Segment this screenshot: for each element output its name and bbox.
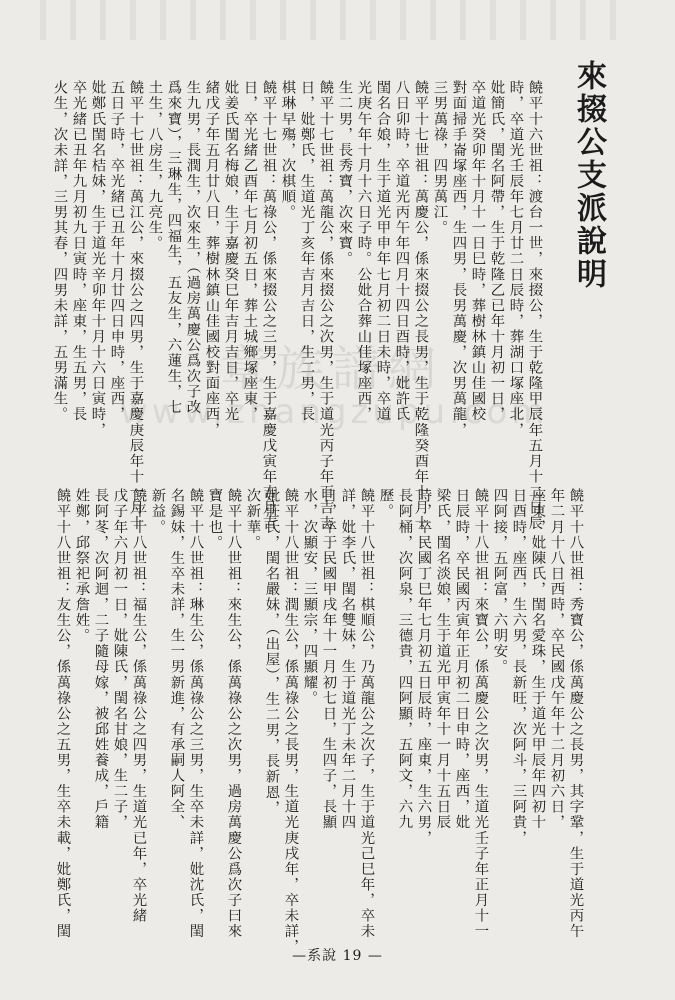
text-column: 時，卒道光壬辰年七月廿二日辰時，葬湖口塚座北， — [507, 80, 524, 438]
text-column: 饒平十七世祖：萬龍公，係來掇公之次男，生于道光丙子年百吉吉 — [317, 80, 334, 531]
text-column: 次新華。 — [244, 488, 261, 551]
text-column: 卒道光癸卯年十月十一日巳時，葬樹林鎮山佳國校 — [469, 80, 486, 423]
text-column: 火生，次未詳，三男其春，四男未詳，五男滿生。 — [51, 80, 68, 423]
text-column: 對面掃手崙塚座西，生四男，長男萬慶，次男萬龍， — [450, 80, 467, 438]
watermark-url: www.zhangzupu.com — [120, 392, 549, 432]
text-column: 卒光緒已丑年九月初九日寅時，座東，生五男，長 — [70, 80, 87, 423]
text-column: 饒平十八世祖：潤生公，係萬祿公之長男，生道光庚戌年，卒未詳， — [282, 488, 299, 955]
text-column: 日，妣鄭氏，生道光丁亥年吉月吉日，生二男，長 — [298, 80, 315, 423]
text-column: 時，卒民國丁巳年七月初五日辰時，座東，生六男， — [415, 488, 432, 846]
text-column: 光庚午年十月十六日子時。公妣合葬山佳塚座西， — [355, 80, 372, 423]
text-column: 姓鄭，邱祭祀承詹姓。 — [73, 488, 90, 644]
text-column: 饒平十七世祖：萬祿公，係來掇公之三男，生于嘉慶戊寅年吉月吉 — [260, 80, 277, 531]
text-column: 日辰時，卒民國丙寅年正月初二日申時，座西，妣 — [453, 488, 470, 831]
text-column: 座東，妣陳氏，閨名愛珠，生于道光甲辰年四初十 — [529, 488, 546, 831]
text-column: 戊子年六月初一日，妣陳氏，閨名甘娘，生二子， — [111, 488, 128, 831]
text-column: 五日子時，卒光緒已丑年十月廿四日申時，座西， — [108, 80, 125, 423]
section-title: 來掇公支派說明 — [571, 60, 606, 291]
text-column: 饒平十七世祖：萬江公，來掇公之四男，生于嘉慶庚辰年十一月十 — [127, 80, 144, 531]
text-column: 詳，妣李氏，閨名雙妹，生于道光丁未年二月十四 — [339, 488, 356, 831]
text-column: 妣姜氏閨名梅娘，生于嘉慶癸巳年吉月吉日，卒光 — [222, 80, 239, 423]
text-column: 寶是也。 — [206, 488, 223, 551]
text-column: 水，次顯安，三顯宗，四顯耀。 — [301, 488, 318, 706]
text-column: 饒平十八世祖：棋順公，乃萬龍公之次子，生于道光己巳年，卒未 — [358, 488, 375, 939]
text-column: 生二男，長秀寶，次來寶。 — [336, 80, 353, 267]
text-column: 八日卯時，卒道光丙午年四月十四日酉時，妣許氏 — [393, 80, 410, 423]
text-column: 饒平十八世祖：秀寶公，係萬慶公之長男，其字鞏，生于道光丙午 — [567, 488, 584, 939]
page-footer: —系說 19 — — [292, 948, 383, 964]
text-column: 四阿接，五阿富，六明安。 — [491, 488, 508, 675]
text-column: 長阿桶，次阿泉，三德貴，四阿顯，五阿文，六九 — [396, 488, 413, 831]
text-column: 妣簡氏，閨名阿帶，生于乾隆乙已年十月初一日， — [488, 80, 505, 423]
text-column: 名錫妹，生卒未詳，生一男新進，有承嗣人阿全、 — [168, 488, 185, 831]
text-column: 爲來寶），三琳生，四福生，五友生，六蓮生，七 — [165, 80, 182, 415]
text-column: 饒平十七世祖：萬慶公，係來掇公之長男，生于乾隆癸酉年十月十 — [412, 80, 429, 531]
text-column: 饒平十八世祖：來生公，係萬祿公之次男，過房萬慶公爲次子曰來 — [225, 488, 242, 939]
text-column: 日，卒光緒乙酉年七月初五日，葬土城鄉塚座東， — [241, 80, 258, 423]
text-column: 妣莊氏，閨名嚴妹，（出屋），生二男，長新恩， — [263, 488, 280, 816]
text-column: 長阿苳，次阿迴，二子隨母嫁，被邱姓養成，戶籍 — [92, 488, 109, 831]
bleed-through-shadow — [40, 0, 640, 40]
text-column: 饒平十八世祖：友生公，係萬祿公之五男，生卒未載，妣鄭氏，閨 — [54, 488, 71, 939]
text-column: 土生，八房生，九亮生。 — [146, 80, 163, 252]
watermark-text: 章族譜網 — [219, 341, 444, 397]
text-column: 饒平十六世祖：渡台一世，來掇公，生于乾隆甲辰年五月十二日辰 — [526, 80, 543, 531]
text-column: 三男萬祿，四男萬江。 — [431, 80, 448, 236]
text-column: 饒平十八世祖：來寶公，係萬慶公之次男，生道光壬子年正月十一 — [472, 488, 489, 939]
text-column: 年二月十八日西時，卒民國戊午年十二月初六日， — [548, 488, 565, 831]
text-column: 生九男，長潤生，次來生，（過房萬慶公爲次子改 — [184, 80, 201, 415]
text-column: 梁氏，閨名淡娘，生于道光甲寅年十一月十五日辰 — [434, 488, 451, 831]
text-column: 歷。 — [377, 488, 394, 520]
text-column: 新益。 — [149, 488, 166, 535]
text-column: 緒戊子年五月廿八日，葬樹林鎮山佳國校對面座西， — [203, 80, 220, 438]
text-column: 日，卒于民國甲戌年十一月初七日，生四子，長顯 — [320, 488, 337, 831]
text-column: 饒平十八世祖：琳生公，係萬祿公之三男，生卒未詳，妣沈氏，閨 — [187, 488, 204, 939]
text-column: 棋琳早殤，次棋順。 — [279, 80, 296, 220]
text-column: 閨名合娘，生于道光甲申年七月初二日未時，卒道 — [374, 80, 391, 423]
text-column: 日酉時，座西，生六男，長新旺，次阿斗，三阿貴， — [510, 488, 527, 846]
text-column: 妣鄭氏閨名桔妹，生于道光辛卯年十月十六日寅時， — [89, 80, 106, 438]
text-column: 饒平十八世祖：福生公，係萬祿公之四男，生道光已年，卒光緒 — [130, 488, 147, 924]
